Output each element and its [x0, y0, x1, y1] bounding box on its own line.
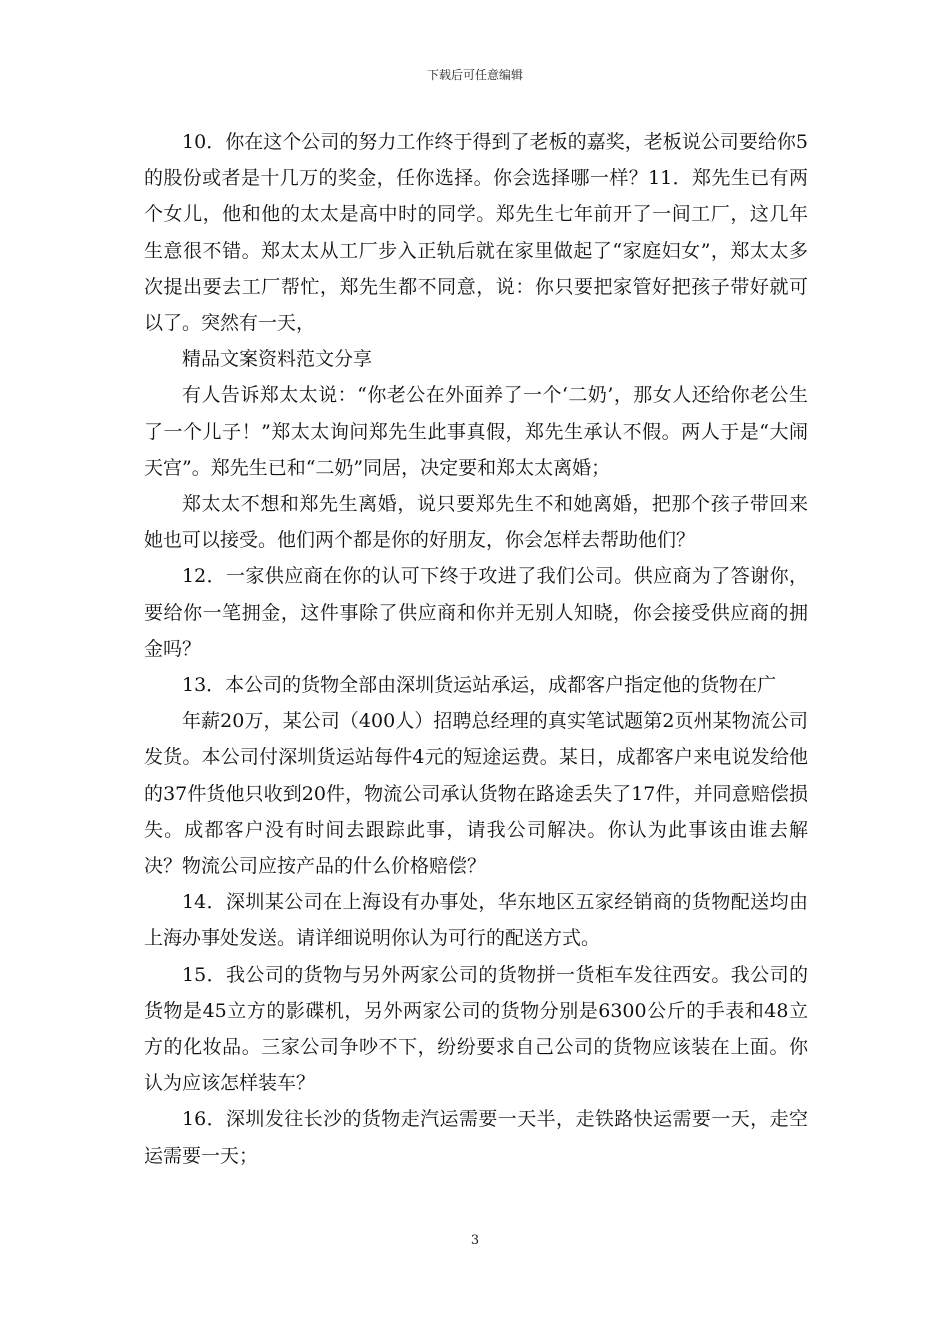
paragraph-question-12: 12．一家供应商在你的认可下终于攻进了我们公司。供应商为了答谢你，要给你一笔拥金，这件事除了供应商和你并无别人知晓，你会接受供应商的拥金吗？ [144, 565, 808, 660]
paragraph-question-13: 13．本公司的货物全部由深圳货运站承运，成都客户指定他的货物在广 [182, 674, 777, 697]
paragraph-question-11-continued: 有人告诉郑太太说：“你老公在外面养了一个‘二奶’，那女人还给你老公生了一个儿子！”郑太太询问郑先生此事真假，郑先生承认不假。两人于是“大闹天宫”。郑先生已和“二奶”同居，决定要和郑太太离婚； [144, 384, 808, 479]
paragraph-question-14: 14．深圳某公司在上海设有办事处，华东地区五家经销商的货物配送均由上海办事处发送。请详细说明你认为可行的配送方式。 [144, 891, 808, 950]
paragraph-question-15: 15．我公司的货物与另外两家公司的货物拼一货柜车发往西安。我公司的货物是45立方的影碟机，另外两家公司的货物分别是6300公斤的手表和48立方的化妆品。三家公司争吵不下，纷纷要求自己公司的货物应该装在上面。你认为应该怎样装车？ [144, 963, 808, 1095]
paragraph-question-10-11: 10．你在这个公司的努力工作终于得到了老板的嘉奖，老板说公司要给你5的股份或者是十几万的奖金，任你选择。你会选择哪一样？11．郑先生已有两个女儿，他和他的太太是高中时的同学。郑先生七年前开了一间工厂，这几年生意很不错。郑太太从工厂步入正轨后就在家里做起了“家庭妇女”，郑太太多次提出要去工厂帮忙，郑先生都不同意，说：你只要把家管好把孩子带好就可以了。突然有一天， [144, 131, 808, 335]
page-number: 3 [470, 1233, 480, 1248]
paragraph-question-13-continued: 年薪20万，某公司（400人）招聘总经理的真实笔试题第2页州某物流公司发货。本公司付深圳货运站每件4元的短途运费。某日，成都客户来电说发给他的37件货他只收到20件，物流公司承认货物在路途丢失了17件，并同意赔偿损失。成都客户没有时间去跟踪此事，请我公司解决。你认为此事该由谁去解决？物流公司应按产品的什么价格赔偿？ [144, 710, 808, 878]
document-body [144, 124, 808, 1174]
page-header: 下载后可任意编辑 [426, 68, 523, 82]
paragraph-question-11-end: 郑太太不想和郑先生离婚，说只要郑先生不和她离婚，把那个孩子带回来她也可以接受。他们两个都是你的好朋友，你会怎样去帮助他们？ [144, 493, 808, 552]
paragraph-question-16: 16．深圳发往长沙的货物走汽运需要一天半，走铁路快运需要一天，走空运需要一天； [144, 1108, 808, 1167]
paragraph-watermark-line: 精品文案资料范文分享 [182, 348, 373, 371]
